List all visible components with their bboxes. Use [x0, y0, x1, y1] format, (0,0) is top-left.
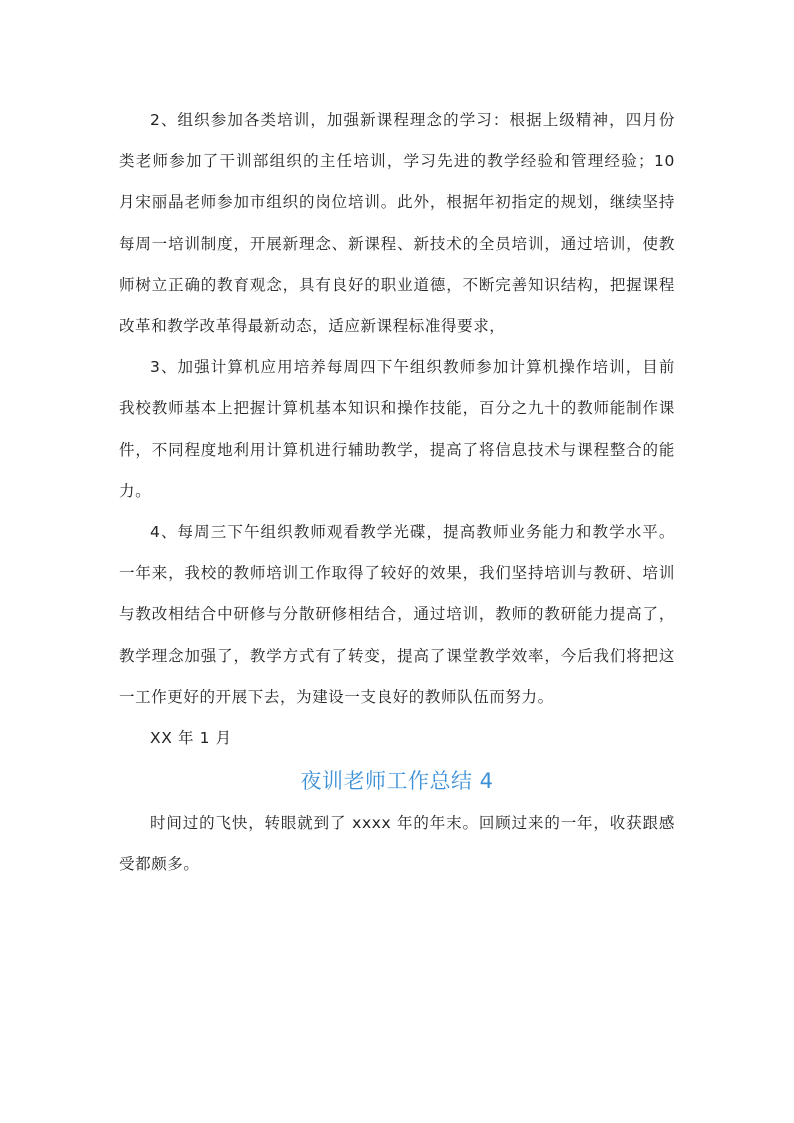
paragraph-intro: 时间过的飞快，转眼就到了 xxxx 年的年末。回顾过来的一年，收获跟感受都颇多。 [119, 814, 675, 874]
section-title: 夜训老师工作总结 4 [300, 769, 494, 794]
paragraph-teaching-disc: 4、每周三下午组织教师观看教学光碟，提高教师业务能力和教学水平。一年来，我校的教师培训工作取得了较好的效果，我们坚持培训与教研、培训与教改相结合中研修与分散研修相结合，通过培训，教师的教研能力提高了，教学理念加强了，教学方式有了转变，提高了课堂教学效率，今后我们将把这一工作更好的开展下去，为建设一支良好的教师队伍而努力。 [119, 523, 675, 706]
paragraph-computer-training: 3、加强计算机应用培养每周四下午组织教师参加计算机操作培训，目前我校教师基本上把握计算机基本知识和操作技能，百分之九十的教师能制作课件，不同程度地利用计算机进行辅助教学，提高了将信息技术与课程整合的能力。 [119, 358, 675, 500]
date-line: XX 年 1 月 [150, 729, 232, 748]
paragraph-training: 2、组织参加各类培训，加强新课程理念的学习：根据上级精神，四月份类老师参加了干训部组织的主任培训，学习先进的教学经验和管理经验；10 月宋丽晶老师参加市组织的岗位培训。此外，根据年初指定的规划，继续坚持每周一培训制度，开展新理念、新课程、新技术的全员培训，通过培训，使教师树立正确的教育观念，具有良好的职业道德，不断完善知识结构，把握课程改革和教学改革得最新动态，适应新课程标准得要求， [119, 111, 675, 336]
document-body [119, 100, 675, 886]
